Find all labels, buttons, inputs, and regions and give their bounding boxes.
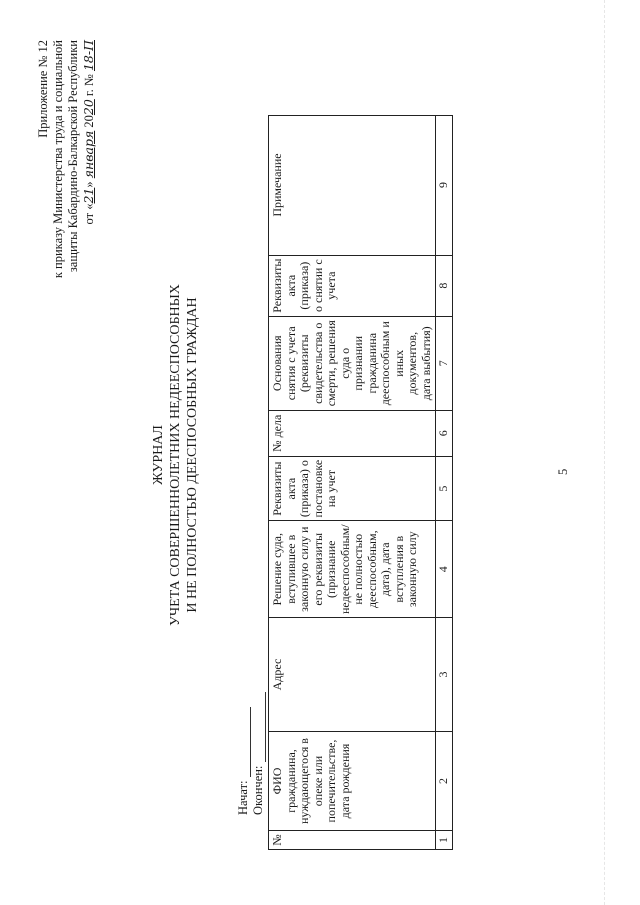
scan-edge-line [604,0,605,905]
col-number: 5 [436,456,453,521]
ended-label: Окончен: [251,765,265,815]
col-header-registration-act: Реквизиты акта (приказа) о постановке на учет [269,456,436,521]
column-numbers-row [436,115,453,849]
date-year-prefix: 20 [82,115,96,128]
col-header-number: № [269,831,436,850]
date-prefix: от « [82,203,96,225]
date-mid: » [82,181,96,188]
col-header-address: Адрес [269,618,436,732]
start-end-block [236,692,266,815]
col-header-case-number: № дела [269,410,436,456]
col-header-fio: ФИО гражданина, нуждающегося в опеке или попечительстве, дата рождения [269,732,436,831]
col-number: 8 [436,255,453,316]
col-header-note: Примечание [269,115,436,255]
title-line-2: УЧЕТА СОВЕРШЕННОЛЕТНИХ НЕДЕЕСПОСОБНЫХ [168,284,183,626]
col-number: 1 [436,831,453,850]
col-number: 6 [436,410,453,456]
annex-block [36,40,97,460]
started-blank [238,707,251,777]
started-row [236,692,251,815]
page-number: 5 [556,468,570,475]
ended-blank [253,692,266,762]
ended-row [251,692,266,815]
journal-table [268,115,453,850]
date-day: 21 [81,187,96,204]
annex-line-3: защиты Кабардино-Балкарской Республики [66,40,80,273]
col-number: 2 [436,732,453,831]
date-g: г. № [82,71,96,100]
journal-title [150,205,201,705]
started-label: Начат: [236,780,250,815]
date-year: 20 [81,99,96,116]
order-number: 18-П [81,40,96,72]
title-line-3: И НЕ ПОЛНОСТЬЮ ДЕЕСПОСОБНЫХ ГРАЖДАН [185,297,200,613]
annex-line-1: Приложение № 12 [36,40,50,138]
col-header-deregistration-grounds: Основания снятия с учета (реквизиты свидетельства о смерти, решения суда о признании гражданина дееспособным и иных документов, дата выбытия) [269,316,436,410]
annex-date-line [81,40,97,460]
col-number: 4 [436,521,453,618]
date-month: января [81,130,96,179]
col-number: 9 [436,115,453,255]
annex-line-2: к приказу Министерства труда и социальной [51,40,65,279]
title-line-1: ЖУРНАЛ [151,425,166,485]
col-header-court-decision: Решение суда, вступившее в законную силу и его реквизиты (признание недееспособным/не полностью дееспособным, дата), дата вступления в законную силу [269,521,436,618]
col-number: 3 [436,618,453,732]
header-row [269,115,436,849]
col-number: 7 [436,316,453,410]
col-header-deregistration-act: Реквизиты акта (приказа) о снятии с учета [269,255,436,316]
